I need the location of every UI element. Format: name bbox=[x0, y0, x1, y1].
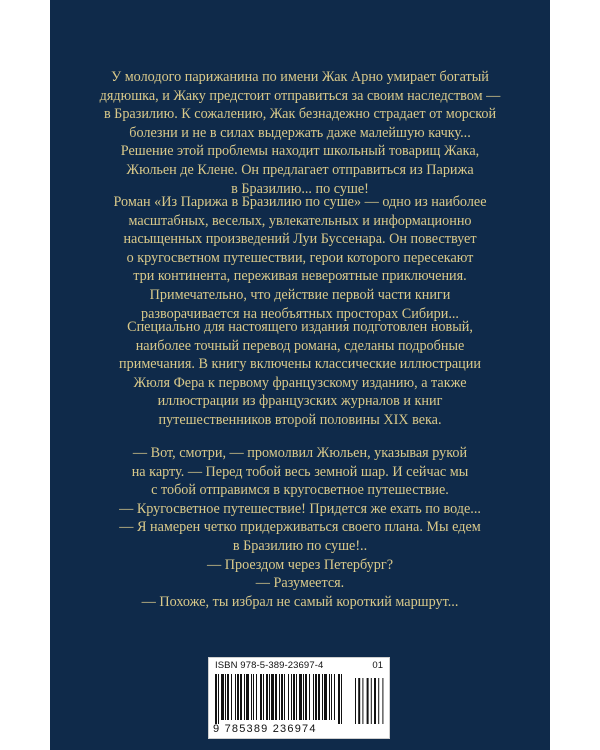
isbn-label: ISBN 978-5-389-23697-4 bbox=[215, 660, 324, 671]
dialog-line: с тобой отправимся в кругосветное путешествие. bbox=[151, 482, 449, 499]
barcode-bar bbox=[279, 674, 280, 720]
barcode-addon-bar bbox=[374, 678, 376, 724]
blurb-paragraph-3 bbox=[50, 318, 550, 430]
barcode-bar bbox=[324, 674, 327, 720]
barcode-addon-bar bbox=[362, 678, 363, 724]
barcode-bar bbox=[221, 674, 224, 720]
barcode-bar bbox=[227, 674, 229, 720]
barcode-bar bbox=[331, 674, 332, 720]
barcode-bar bbox=[256, 674, 257, 720]
barcode-bars bbox=[215, 674, 385, 724]
dialog-excerpt bbox=[50, 444, 550, 611]
barcode-bar bbox=[284, 674, 285, 720]
text-line: иллюстрации из французских журналов и книг bbox=[157, 393, 443, 410]
text-line: дядюшка, и Жаку предстоит отправиться за своим наследством — bbox=[99, 87, 501, 104]
barcode-addon-bar bbox=[367, 678, 369, 724]
barcode-bar bbox=[237, 674, 239, 720]
barcode-bar bbox=[253, 674, 254, 720]
isbn-row bbox=[215, 660, 385, 672]
barcode-bar bbox=[303, 674, 304, 720]
barcode-bar bbox=[244, 674, 245, 720]
barcode-bar bbox=[240, 674, 242, 720]
text-line: в Бразилию. К сожалению, Жак безнадежно страдает от морской bbox=[103, 106, 497, 123]
barcode-bar bbox=[313, 674, 314, 720]
text-line: разворачивается на необъятных просторах Сибири... bbox=[141, 305, 459, 322]
barcode-bar bbox=[291, 674, 292, 720]
dialog-line: — Проездом через Петербург? bbox=[207, 556, 393, 573]
barcode-bar bbox=[225, 674, 226, 720]
dialog-line: — Разумеется. bbox=[255, 575, 345, 592]
barcode-bar bbox=[271, 674, 274, 720]
barcode-bar bbox=[269, 674, 270, 720]
text-line: Примечательно, что действие первой части книги bbox=[149, 286, 451, 303]
text-line: болезни и не в силах выдержать даже малейшую качку... bbox=[129, 124, 471, 141]
dialog-line: в Бразилию по суше!.. bbox=[232, 537, 368, 554]
barcode-bar bbox=[215, 674, 217, 724]
barcode-bar bbox=[338, 674, 340, 724]
dialog-line: — Вот, смотри, — промолвил Жюльен, указывая рукой bbox=[132, 445, 468, 461]
barcode-bar bbox=[329, 674, 330, 720]
dialog-line: — Кругосветное путешествие! Придется же ехать по воде... bbox=[119, 500, 481, 517]
barcode-bar bbox=[305, 674, 307, 720]
text-line: Роман «Из Парижа в Бразилию по суше» — одно из наиболее bbox=[113, 194, 487, 210]
dialog-line: — Я намерен четко придерживаться своего плана. Мы едем bbox=[119, 519, 481, 536]
text-line: масштабных, веселых, увлекательных и информационно bbox=[128, 212, 472, 229]
blurb-paragraph-1 bbox=[50, 68, 550, 198]
barcode-bar bbox=[275, 674, 277, 720]
barcode-bar bbox=[231, 674, 232, 720]
text-line: насыщенных произведений Луи Буссенара. Он повествует bbox=[123, 231, 477, 248]
addon-code: 01 bbox=[372, 660, 383, 671]
barcode-addon-bar bbox=[371, 678, 372, 724]
isbn-barcode bbox=[208, 657, 390, 739]
barcode-addon-bar bbox=[378, 678, 379, 724]
barcode-bar bbox=[260, 674, 262, 720]
barcode-bar bbox=[296, 674, 297, 720]
barcode-bar bbox=[334, 674, 335, 720]
barcode-bar bbox=[322, 674, 323, 720]
barcode-bar bbox=[246, 674, 249, 720]
barcode-bar bbox=[315, 674, 317, 720]
barcode-bar bbox=[263, 674, 264, 720]
text-line: примечания. В книгу включены классические иллюстрации bbox=[119, 356, 481, 373]
barcode-addon-bar bbox=[355, 678, 356, 724]
barcode-bar bbox=[293, 674, 295, 720]
text-line: о кругосветном путешествии, герои которого пересекают bbox=[126, 249, 474, 266]
barcode-bar bbox=[218, 674, 219, 724]
blurb-paragraph-2 bbox=[50, 193, 550, 323]
text-line: в Бразилию... по суше! bbox=[231, 180, 369, 197]
barcode-bar bbox=[309, 674, 310, 720]
dialog-line: на карту. — Перед тобой весь земной шар. И сейчас мы bbox=[131, 463, 469, 480]
back-cover bbox=[50, 0, 550, 750]
text-line: У молодого парижанина по имени Жак Арно умирает богатый bbox=[111, 69, 489, 85]
barcode-bar bbox=[266, 674, 268, 720]
barcode-bar bbox=[341, 674, 342, 724]
barcode-bar bbox=[299, 674, 302, 720]
text-line: наиболее точный перевод романа, сделаны подробные bbox=[135, 337, 465, 354]
barcode-bar bbox=[251, 674, 252, 720]
text-line: Решение этой проблемы находит школьный товарищ Жака, bbox=[120, 143, 480, 160]
barcode-bar bbox=[318, 674, 320, 720]
barcode-bar bbox=[235, 674, 236, 720]
barcode-bar bbox=[288, 674, 289, 720]
barcode-bar bbox=[281, 674, 283, 720]
barcode-addon-bar bbox=[358, 678, 360, 724]
text-line: путешественников второй половины XIX века. bbox=[158, 411, 442, 428]
barcode-addon-bar bbox=[382, 678, 383, 724]
dialog-line: — Похоже, ты избрал не самый короткий маршрут... bbox=[141, 593, 459, 610]
text-line: Специально для настоящего издания подготовлен новый, bbox=[127, 319, 473, 335]
text-line: три континента, переживая невероятные приключения. bbox=[133, 268, 467, 285]
text-line: Жюля Фера к первому французскому изданию, а также bbox=[133, 374, 467, 391]
barcode-number: 9 785389 236974 bbox=[213, 723, 317, 735]
text-line: Жюльен де Клене. Он предлагает отправиться из Парижа bbox=[126, 161, 474, 178]
